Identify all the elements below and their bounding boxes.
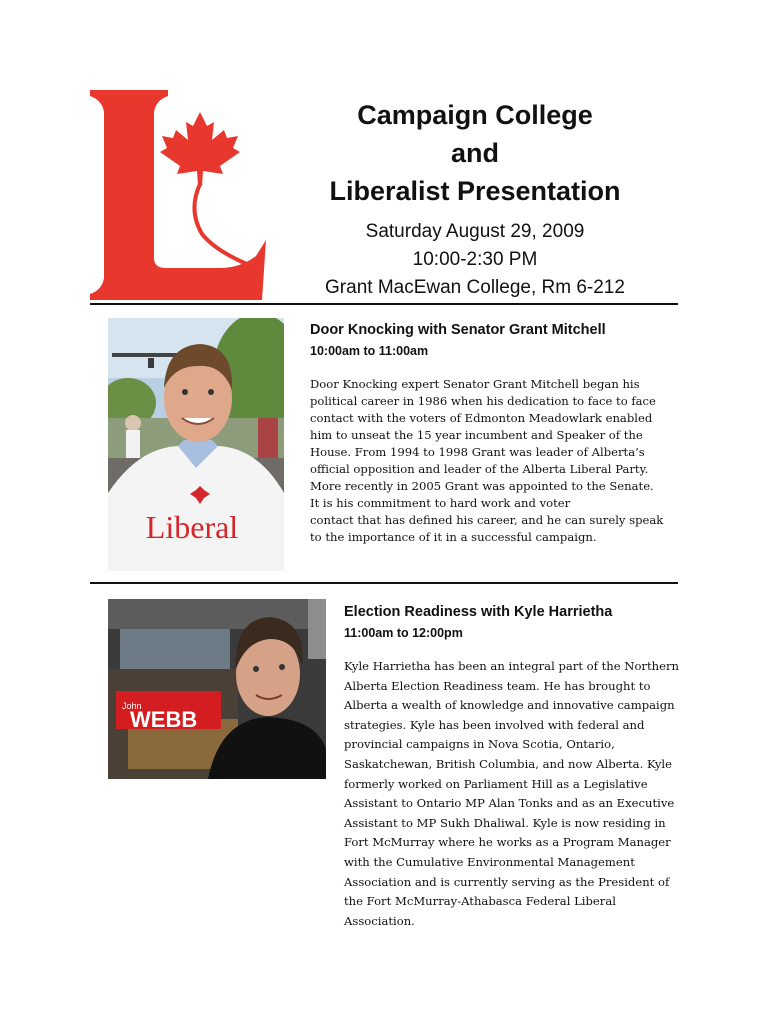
body-line: Saskatchewan, British Columbia, and now Alberta. Kyle xyxy=(344,756,672,771)
maple-leaf-icon xyxy=(160,112,262,270)
title-line-3: Liberalist Presentation xyxy=(329,176,621,206)
body-line: House. From 1994 to 1998 Grant was leader of Alberta’s xyxy=(310,445,645,459)
body-line: provincial campaigns in Nova Scotia, Ontario, xyxy=(344,737,615,752)
sign-small-text: John xyxy=(122,701,142,711)
body-line: Assistant to MP Sukh Dhaliwal. Kyle is now residing in xyxy=(344,815,666,830)
body-line: him to unseat the 15 year incumbent and Speaker of the xyxy=(310,428,643,442)
session-time: 10:00am to 11:00am xyxy=(310,344,429,358)
body-line: Association and is currently serving as the President of xyxy=(344,874,670,889)
body-line: with the Cumulative Environmental Management xyxy=(344,854,635,869)
body-line: strategies. Kyle has been involved with federal and xyxy=(344,717,645,732)
session-time: 11:00am to 12:00pm xyxy=(344,626,463,640)
body-line: contact with the voters of Edmonton Meadowlark enabled xyxy=(310,411,653,425)
body-line: the Fort McMurray-Athabasca Federal Liberal xyxy=(344,894,616,909)
shirt-logo-text: Liberal xyxy=(145,509,239,545)
body-line: formerly worked on Parliament Hill as a Legislative xyxy=(344,776,648,791)
event-date: Saturday August 29, 2009 xyxy=(365,221,585,242)
body-line: Association. xyxy=(344,913,415,928)
title-line-1: Campaign College xyxy=(357,100,593,130)
grant-mitchell-photo xyxy=(108,318,284,571)
liberal-l-logo xyxy=(90,90,275,300)
event-header xyxy=(300,96,650,302)
body-line: contact that has defined his career, and he can surely speak xyxy=(310,513,664,527)
body-line: Kyle Harrietha has been an integral part of the Northern xyxy=(344,659,679,673)
body-line: Fort McMurray where he works as a Program Manager xyxy=(344,835,671,850)
body-line: More recently in 2005 Grant was appointed to the Senate. xyxy=(310,479,654,493)
session-title: Door Knocking with Senator Grant Mitchell xyxy=(310,322,606,338)
divider-top xyxy=(90,303,678,305)
body-line: Alberta Election Readiness team. He has brought to xyxy=(344,678,651,693)
body-line: Alberta a wealth of knowledge and innovative campaign xyxy=(344,698,675,713)
session-door-knocking xyxy=(310,322,690,546)
body-line: Door Knocking expert Senator Grant Mitchell began his xyxy=(310,377,640,391)
session-body xyxy=(344,657,694,931)
kyle-harrietha-photo xyxy=(108,599,326,779)
sign-text: WEBB xyxy=(130,707,198,732)
session-election-readiness xyxy=(344,604,694,931)
title-line-2: and xyxy=(450,138,499,168)
session-body xyxy=(310,376,690,546)
body-line: It is his commitment to hard work and voter xyxy=(310,496,571,510)
event-location: Grant MacEwan College, Rm 6-212 xyxy=(325,277,625,298)
event-time: 10:00-2:30 PM xyxy=(412,249,538,270)
body-line: political career in 1986 when his dedication to face to face xyxy=(310,394,656,408)
divider-middle xyxy=(90,582,678,584)
body-line: Assistant to Ontario MP Alan Tonks and as an Executive xyxy=(344,796,675,811)
body-line: to the importance of it in a successful campaign. xyxy=(310,530,597,544)
session-title: Election Readiness with Kyle Harrietha xyxy=(344,604,613,620)
body-line: official opposition and leader of the Alberta Liberal Party. xyxy=(310,462,649,476)
